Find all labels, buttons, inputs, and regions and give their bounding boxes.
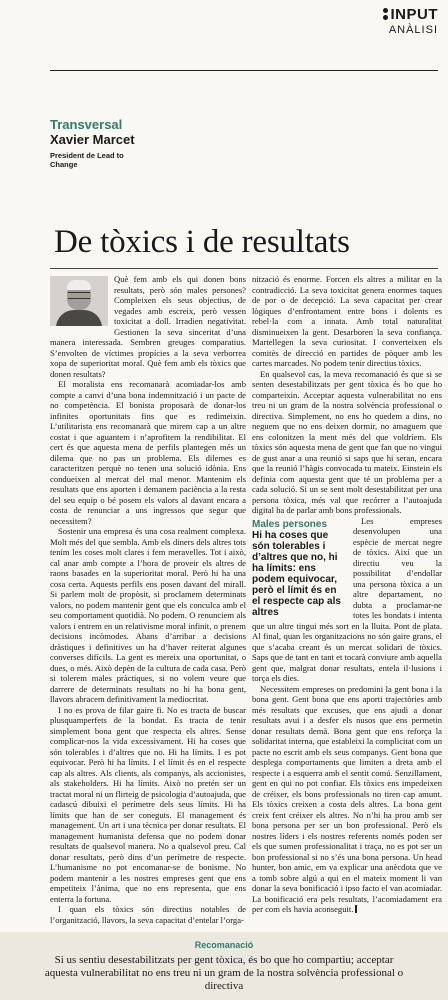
column-name: Transversal	[50, 117, 123, 132]
author-role: President de Lead to Change	[50, 151, 124, 169]
headline-rule	[50, 268, 438, 269]
paragraph: I no es prova de filar gaire fi. No es tracta de buscar plusquamperfets de la bondat. Es tracta de tenir simplement bona gent que respecta els altres. Sense complicar-nos la vida excessivament. Hi ha coses que són tolerables i d’altres que no. Hi ha límits. I es pot equivocar. Però hi ha límits. I el límit és en el respecte cap als altres. Als clients, als companys, als accionistes, als stakeholders. Hi ha límits. Això no pretén ser un tractat moral ni un flirteig de psicologia d’autoajuda, que cadascú dibuixi el perímetre dels seus límits. Hi ha límits que han de ser coneguts. El management és management. Un art i una tècnica per donar resultats. El management humanista defensa que no podem donar resultats de qualsevol manera. No a qualsevol preu. Cal donar resultats, però dins d’un perímetre de respecte. L’humanisme no pot encomanar-se de bonisme. No podem mantenir a les nostres empreses gent que ens empetiteix l’ànima, que no ens representa, que ens enterra la fortuna.	[50, 704, 246, 904]
paragraph: Sostenir una empresa és una cosa realment complexa. Molt més del que sembla. Amb els diners dels altres tots tenim les coses molt clares i fem meravelles. Tot i això, cal anar amb compte a l’hora de proveir els altres de raons basades en la superioritat moral. Però hi ha una cosa certa. Aquests perfils ens posen davant del mirall. Si parlem molt de propòsit, si proclamem determinats valors, no podem mantenir gent que els conculca amb el seu comportament quotidià. No podem. O renunciem als valors i entrem en un relativisme moral infinit, o prenem decisions incòmodes. Abans d’arribar a decisions dràstiques i definitives un ha d’haver reiterat algunes converses difícils. La gent es mereix una oportunitat, o dues, o més. Això depèn de la cultura de cada casa. Però si tolerem males pràctiques, si no volem veure que darrere de determinats resultats no hi ha bona gent, llavors abracem definitivament la mediocritat.	[50, 526, 246, 704]
author-photo	[50, 276, 108, 326]
recommendation-box	[0, 932, 448, 1000]
recommendation-text: Si us sentiu desestabilitzats per gent tòxica, és bo que ho compartiu; acceptar aquesta vulnerabilitat no ens treu ni un gram de la nostra solvència professional o directiva	[44, 954, 404, 992]
paragraph: Necessitem empreses on predomini la gent bona i la bona gent. Gent bona que ens aporti trajectòries amb més resultats que excuses, que ens ajudi a donar resultats avui i a desfer els nusos que ens permetin donar resultats demà. Bona gent que ens reforça la solidaritat interna, que estableixi la complicitat com un pacte no escrit amb els seus companys. Gent bona que desplega comportaments que limiten a dreta amb el respecte i a esquerra amb el sentit comú. Senzillament, gent en qui no pot confiar. Els tòxics ens impedeixen de créixer, els bons professionals no tiren cap amunt. Els tòxics creixen a costa dels altres. La bona gent creix fent créixer els altres. No n’hi ha prou amb ser bona persona per ser un bon professional. Però els nostres líders i els nostres referents només poden ser els que sumen professionalitat i traça, no es pot ser un bon professional si no s’és una bona persona. Un head hunter, bon amic, em va explicar una anècdota que ve a tomb sobre algú a qui en el mateix moment li van donar la seva bonificació i ipso facto el van acomiadar. La bonificació era pels resultats, l’acomiadament era per com els havia aconseguit.	[252, 683, 442, 914]
end-mark	[355, 905, 357, 913]
author-name: Xavier Marcet	[50, 132, 135, 147]
recommendation-title: Recomanació	[194, 940, 254, 950]
section-tag	[383, 7, 439, 37]
article-column-2	[252, 274, 442, 915]
column-2-text-top	[252, 274, 442, 516]
paragraph: El moralista ens recomanarà acomiadar-los amb compte a canvi d’una bona indemnització i un pacte de no competència. El bonista proposarà de donar-los infinites oportunitats fins que es redimeixin. L’utilitarista ens recomanarà que mirem cap a un altre costat i que aguantem i n’aprofitem la rendibilitat. El cert és que aquesta mena de perfils plantegen més un dilema que no pas un problema. Els dilemes es caracteritzen perquè no tenen una solució idònia. Ens condueixen al mercat del mal menor. Mantenim els resultats que ens aporten i demanem paciència a la resta del seu equip o bé posem els valors al davant encara a costa de renunciar a uns ingressos que segur que necessitem?	[50, 379, 246, 526]
paragraph: Les empreses desenvolupen una espècie de mercat negre de tòxics. Així que un directiu veu la possibilitat d’endollar una persona tòxica a un altre departament, no dubta a proclamar-ne totes les bondats i intenta que un altre tingui més sort en la lluita. Pont de plata. Al final, quan les organitzacions no són gaire grans, el que s’acaba creant és un mercat solidari de tòxics. Saps que de tant en tant et tocarà conviure amb aquella gent que, malgrat donar resultats, entela il·lusions i torça els dies.	[252, 515, 442, 683]
paragraph: En qualsevol cas, la meva recomanació és que si se senten desestabilitzats per gent tòxica és bo que ho comparteixin. Acceptar aquesta vulnerabilitat no ens treu ni un gram de la nostra solvència professional o directiva. Simplement, no ens ho quedem a dins, no neguem que no ens deixen dormir, no amaguem que ens colonitzen la ment més del que voldríem. Els tòxics són aquesta mena de gent que fan que no vingui de gust anar a una reunió si saps que hi seran, encara que la reunió l’hàgis convocada tu mateix. Einstein els definia com aquesta gent que té un problema per a cada solució. Si un se sent molt desestabilitzat per una persona tòxica, més val que recórrer a l’autoajuda digital ha de parlar amb bons professionals.	[252, 368, 442, 515]
byline	[50, 118, 210, 169]
article-column-1	[50, 274, 246, 925]
pullquote	[252, 519, 347, 618]
column-1-text	[50, 274, 246, 925]
section-name	[383, 7, 439, 23]
pullquote-title: Males persones	[252, 518, 328, 530]
paragraph: I quan els tòxics són directius notables de l’organització, llavors, la seva capacitat d’entelar l’orga-	[50, 904, 246, 925]
paragraph: Què fem amb els qui donen bons resultats, però són males persones? Compleixen els seus objectius, de vegades amb escreix, però vessen toxicitat a doll. Irradien negativitat. Gestionen la seva sinceritat d’una manera interessada. Sembren greuges comparatius. S’envolten de víctimes propícies a la seva verborrea xopa de superioritat moral. Què fem amb els tòxics que donen resultats?	[50, 274, 246, 379]
colon-icon	[383, 8, 388, 20]
headline: De tòxics i de resultats	[54, 224, 350, 260]
section-name-text: INPUT	[390, 6, 438, 23]
pullquote-text: Hi ha coses que són tolerables i d’altres que no, hi ha límits: ens podem equivocar, però el límit és en el respecte cap als altres	[252, 529, 341, 618]
top-rule	[50, 70, 438, 71]
section-subname: ANÀLISI	[388, 24, 438, 36]
paragraph: nització és enorme. Forcen els altres a militar en la contradicció. La seva toxicitat genera enormes taques de por o de decepció. La seva capacitat per crear lògiques d’enfrontament entre bons i dolents es rebel·la com a innata. Amb total naturalitat disminueixen la gent. Desarboren la seva confiança. Martellegen la seva curiositat. I converteixen els comitès de direcció en partides de pòquer amb les cartes marcades. No podem tenir directius tòxics.	[252, 274, 442, 368]
